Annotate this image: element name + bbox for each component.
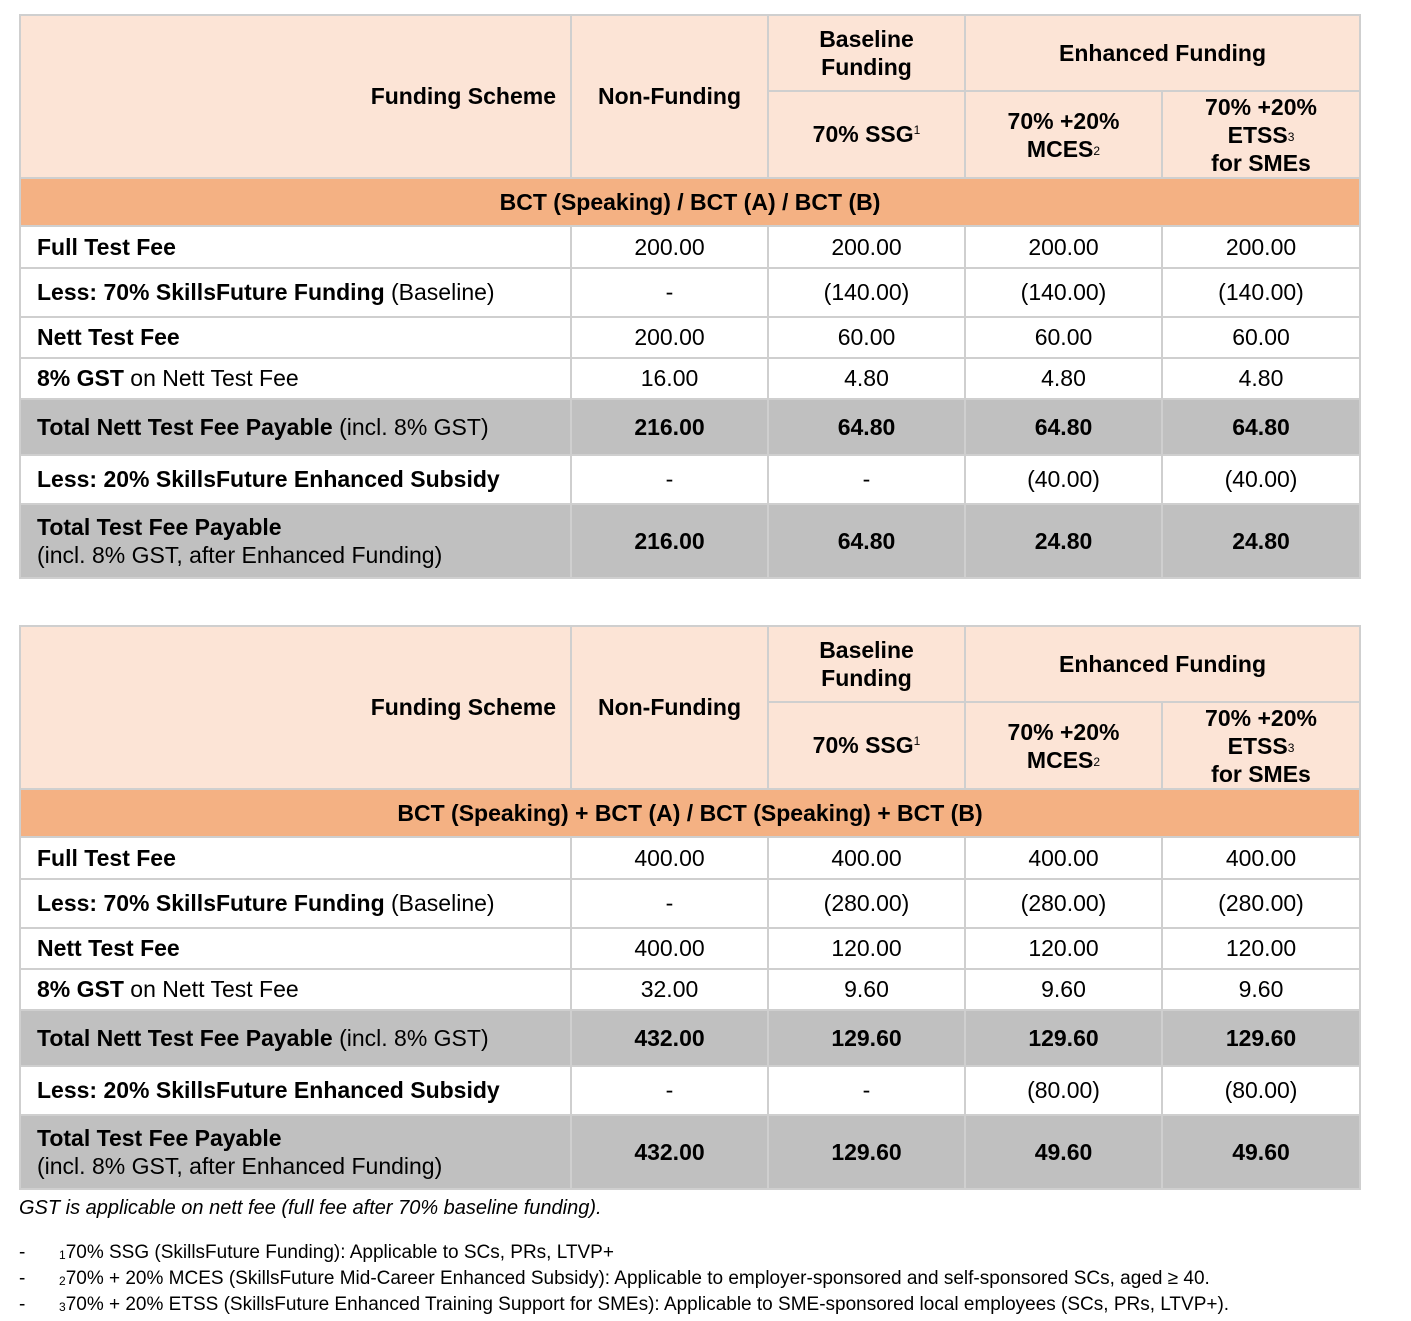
- table-row: [20, 317, 1360, 358]
- value-cell: 129.60: [768, 1115, 965, 1189]
- value-cell: -: [768, 455, 965, 504]
- value-cell: -: [768, 1066, 965, 1115]
- value-cell: (40.00): [965, 455, 1162, 504]
- row-label: Total Test Fee Payable (incl. 8% GST, after Enhanced Funding): [20, 1115, 571, 1189]
- row-label: Total Nett Test Fee Payable (incl. 8% GST): [20, 399, 571, 455]
- value-cell: 4.80: [965, 358, 1162, 399]
- value-cell: (140.00): [768, 268, 965, 317]
- value-cell: 400.00: [571, 837, 768, 879]
- ssg-header: 70% SSG$^1$: [768, 91, 965, 178]
- value-cell: 9.60: [1162, 969, 1360, 1010]
- value-cell: 60.00: [965, 317, 1162, 358]
- value-cell: 120.00: [965, 928, 1162, 969]
- value-cell: 24.80: [965, 504, 1162, 578]
- value-cell: 60.00: [1162, 317, 1360, 358]
- table-row: [20, 969, 1360, 1010]
- value-cell: 49.60: [1162, 1115, 1360, 1189]
- value-cell: 64.80: [1162, 399, 1360, 455]
- row-label: Less: 70% SkillsFuture Funding (Baseline): [20, 268, 571, 317]
- etss-header: 70% +20% ETSS$^3$ for SMEs: [1162, 91, 1360, 178]
- row-label: Full Test Fee: [20, 226, 571, 268]
- table-row: [20, 1115, 1360, 1189]
- value-cell: 120.00: [768, 928, 965, 969]
- value-cell: 400.00: [571, 928, 768, 969]
- value-cell: 129.60: [965, 1010, 1162, 1066]
- table-row: [20, 928, 1360, 969]
- value-cell: 216.00: [571, 399, 768, 455]
- value-cell: 400.00: [768, 837, 965, 879]
- mces-header: 70% +20% MCES$^2$: [965, 702, 1162, 789]
- value-cell: 9.60: [965, 969, 1162, 1010]
- funding-scheme-header: Funding Scheme: [20, 15, 571, 178]
- value-cell: 216.00: [571, 504, 768, 578]
- footnotes: [19, 1240, 1229, 1318]
- fee-table-2: [19, 625, 1361, 1190]
- baseline-funding-header: Baseline Funding: [768, 626, 965, 702]
- value-cell: 49.60: [965, 1115, 1162, 1189]
- non-funding-header: Non-Funding: [571, 15, 768, 178]
- value-cell: 200.00: [571, 226, 768, 268]
- value-cell: -: [571, 455, 768, 504]
- value-cell: 24.80: [1162, 504, 1360, 578]
- footnote-1: - $^1$ 70% SSG (SkillsFuture Funding): Applicable to SCs, PRs, LTVP+: [19, 1242, 614, 1263]
- value-cell: 4.80: [768, 358, 965, 399]
- row-label: Less: 70% SkillsFuture Funding (Baseline): [20, 879, 571, 928]
- value-cell: 64.80: [768, 399, 965, 455]
- section-title: BCT (Speaking) / BCT (A) / BCT (B): [20, 178, 1360, 226]
- value-cell: 9.60: [768, 969, 965, 1010]
- row-label: Less: 20% SkillsFuture Enhanced Subsidy: [20, 1066, 571, 1115]
- value-cell: (280.00): [965, 879, 1162, 928]
- value-cell: 400.00: [1162, 837, 1360, 879]
- value-cell: 32.00: [571, 969, 768, 1010]
- table-row: [20, 1010, 1360, 1066]
- value-cell: (280.00): [1162, 879, 1360, 928]
- value-cell: 129.60: [1162, 1010, 1360, 1066]
- row-label: Total Nett Test Fee Payable (incl. 8% GST): [20, 1010, 571, 1066]
- table-row: [20, 879, 1360, 928]
- row-label: 8% GST on Nett Test Fee: [20, 358, 571, 399]
- value-cell: 200.00: [768, 226, 965, 268]
- row-label: Less: 20% SkillsFuture Enhanced Subsidy: [20, 455, 571, 504]
- value-cell: 16.00: [571, 358, 768, 399]
- value-cell: 120.00: [1162, 928, 1360, 969]
- enhanced-funding-header: Enhanced Funding: [965, 15, 1360, 91]
- row-label: 8% GST on Nett Test Fee: [20, 969, 571, 1010]
- row-label: Nett Test Fee: [20, 928, 571, 969]
- value-cell: -: [571, 268, 768, 317]
- value-cell: 64.80: [965, 399, 1162, 455]
- table-row: [20, 399, 1360, 455]
- fee-table-1: [19, 14, 1361, 579]
- table-row: [20, 455, 1360, 504]
- gst-note: GST is applicable on nett fee (full fee after 70% baseline funding).: [19, 1197, 602, 1219]
- row-label: Total Test Fee Payable (incl. 8% GST, after Enhanced Funding): [20, 504, 571, 578]
- value-cell: 4.80: [1162, 358, 1360, 399]
- value-cell: (40.00): [1162, 455, 1360, 504]
- footnote-3: - $^3$ 70% + 20% ETSS (SkillsFuture Enhanced Training Support for SMEs): Applicable to SME-sponsored local employees (SCs, PRs, LTVP+).: [19, 1294, 1230, 1315]
- value-cell: 400.00: [965, 837, 1162, 879]
- value-cell: 64.80: [768, 504, 965, 578]
- value-cell: (140.00): [965, 268, 1162, 317]
- value-cell: 200.00: [571, 317, 768, 358]
- table-row: [20, 268, 1360, 317]
- value-cell: -: [571, 1066, 768, 1115]
- ssg-header: 70% SSG$^1$: [768, 702, 965, 789]
- value-cell: (280.00): [768, 879, 965, 928]
- row-label: Full Test Fee: [20, 837, 571, 879]
- value-cell: 200.00: [1162, 226, 1360, 268]
- non-funding-header: Non-Funding: [571, 626, 768, 789]
- table-row: [20, 358, 1360, 399]
- value-cell: 200.00: [965, 226, 1162, 268]
- funding-scheme-header: Funding Scheme: [20, 626, 571, 789]
- value-cell: 432.00: [571, 1010, 768, 1066]
- table-row: [20, 226, 1360, 268]
- mces-header: 70% +20% MCES$^2$: [965, 91, 1162, 178]
- enhanced-funding-header: Enhanced Funding: [965, 626, 1360, 702]
- table-row: [20, 504, 1360, 578]
- value-cell: 129.60: [768, 1010, 965, 1066]
- value-cell: (140.00): [1162, 268, 1360, 317]
- value-cell: -: [571, 879, 768, 928]
- value-cell: (80.00): [1162, 1066, 1360, 1115]
- section-title: BCT (Speaking) + BCT (A) / BCT (Speaking) + BCT (B): [20, 789, 1360, 837]
- value-cell: 60.00: [768, 317, 965, 358]
- table-row: [20, 837, 1360, 879]
- baseline-funding-header: Baseline Funding: [768, 15, 965, 91]
- table-row: [20, 1066, 1360, 1115]
- row-label: Nett Test Fee: [20, 317, 571, 358]
- value-cell: 432.00: [571, 1115, 768, 1189]
- etss-header: 70% +20% ETSS$^3$ for SMEs: [1162, 702, 1360, 789]
- footnote-2: - $^2$ 70% + 20% MCES (SkillsFuture Mid-Career Enhanced Subsidy): Applicable to employer-sponsored and self-sponsored SCs, aged ≥ 40.: [19, 1268, 1210, 1289]
- value-cell: (80.00): [965, 1066, 1162, 1115]
